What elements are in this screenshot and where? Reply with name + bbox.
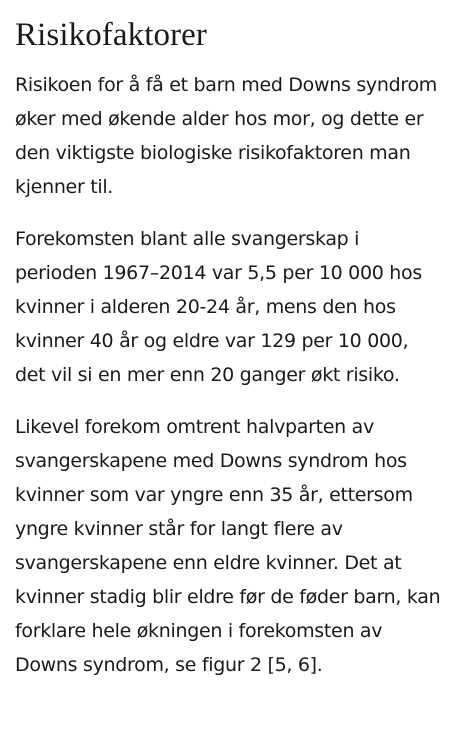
paragraph-age-risk: Risikoen for å få et barn med Downs syndrom øker med økende alder hos mor, og dette er den viktigste biologiske risikofaktoren man kjenner til. [15,74,437,198]
section-heading: Risikofaktorer [15,17,208,53]
paragraph-incidence: Forekomsten blant alle svangerskap i perioden 1967–2014 var 5,5 per 10 000 hos kvinner i alderen 20-24 år, mens den hos kvinner 40 år og eldre var 129 per 10 000, det vil si en mer enn 20 ganger økt risiko. [15,228,422,386]
paragraph-younger-women: Likevel forekom omtrent halvparten av svangerskapene med Downs syndrom hos kvinner som var yngre enn 35 år, ettersom yngre kvinner står for langt flere av svangerskapene enn eldre kvinner. Det at kvinner stadig blir eldre før de føder barn, kan forklare hele økningen i forekomsten av Downs syndrom, se figur 2 [5, 6]. [15,416,441,676]
